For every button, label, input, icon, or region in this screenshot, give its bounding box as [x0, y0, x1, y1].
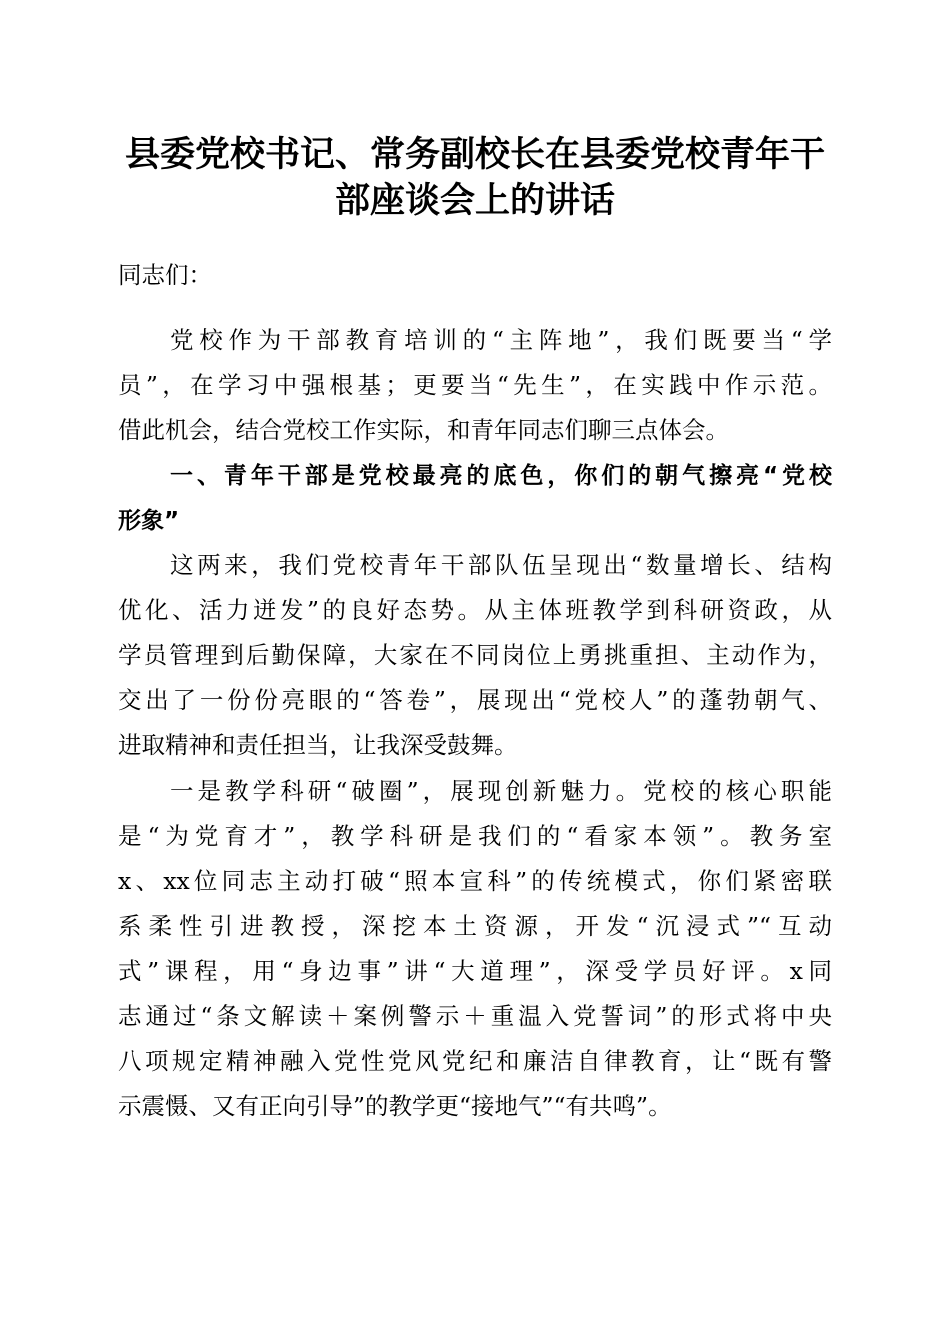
paragraph-line: 示震慑、又有正向引导”的教学更“接地气”“有共鸣”。 [118, 1092, 672, 1120]
paragraph-line: 员”，在学习中强根基；更要当“先生”，在实践中作示范。 [118, 371, 832, 399]
paragraph-line: x、xx位同志主动打破“照本宣科”的传统模式，你们紧密联 [118, 867, 832, 895]
paragraph-line: 学员管理到后勤保障，大家在不同岗位上勇挑重担、主动作为， [118, 641, 832, 669]
heading-line: 一、青年干部是党校最亮的底色，你们的朝气擦亮“党校 [170, 463, 832, 489]
paragraph-teaching [118, 769, 832, 1129]
paragraph-line: 优化、活力迸发”的良好态势。从主体班教学到科研资政，从 [118, 596, 832, 624]
paragraph-section1 [118, 543, 832, 768]
paragraph-line: 八项规定精神融入党性党风党纪和廉洁自律教育，让“既有警 [118, 1047, 832, 1075]
section-heading-1 [118, 454, 832, 544]
salutation: 同志们： [118, 261, 212, 289]
paragraph-line: 党校作为干部教育培训的“主阵地”，我们既要当“学 [170, 326, 832, 354]
heading-line: 形象” [118, 508, 180, 534]
paragraph-line: 借此机会，结合党校工作实际，和青年同志们聊三点体会。 [118, 416, 729, 444]
paragraph-line: 一是教学科研“破圈”，展现创新魅力。党校的核心职能 [170, 777, 832, 805]
paragraph-intro [118, 318, 832, 453]
document-title [60, 132, 890, 224]
paragraph-line: 是“为党育才”，教学科研是我们的“看家本领”。教务室 [118, 822, 832, 850]
paragraph-line: 进取精神和责任担当，让我深受鼓舞。 [118, 731, 518, 759]
paragraph-line: 式”课程，用“身边事”讲“大道理”，深受学员好评。x同 [118, 957, 832, 985]
paragraph-line: 这两来，我们党校青年干部队伍呈现出“数量增长、结构 [170, 551, 832, 579]
title-line: 部座谈会上的讲话 [334, 181, 615, 221]
paragraph-line: 系柔性引进教授，深挖本土资源，开发“沉浸式”“互动 [118, 912, 832, 940]
paragraph-line: 志通过“条文解读＋案例警示＋重温入党誓词”的形式将中央 [118, 1002, 832, 1030]
title-line: 县委党校书记、常务副校长在县委党校青年干 [124, 135, 825, 175]
paragraph-line: 交出了一份份亮眼的“答卷”，展现出“党校人”的蓬勃朝气、 [118, 686, 832, 714]
